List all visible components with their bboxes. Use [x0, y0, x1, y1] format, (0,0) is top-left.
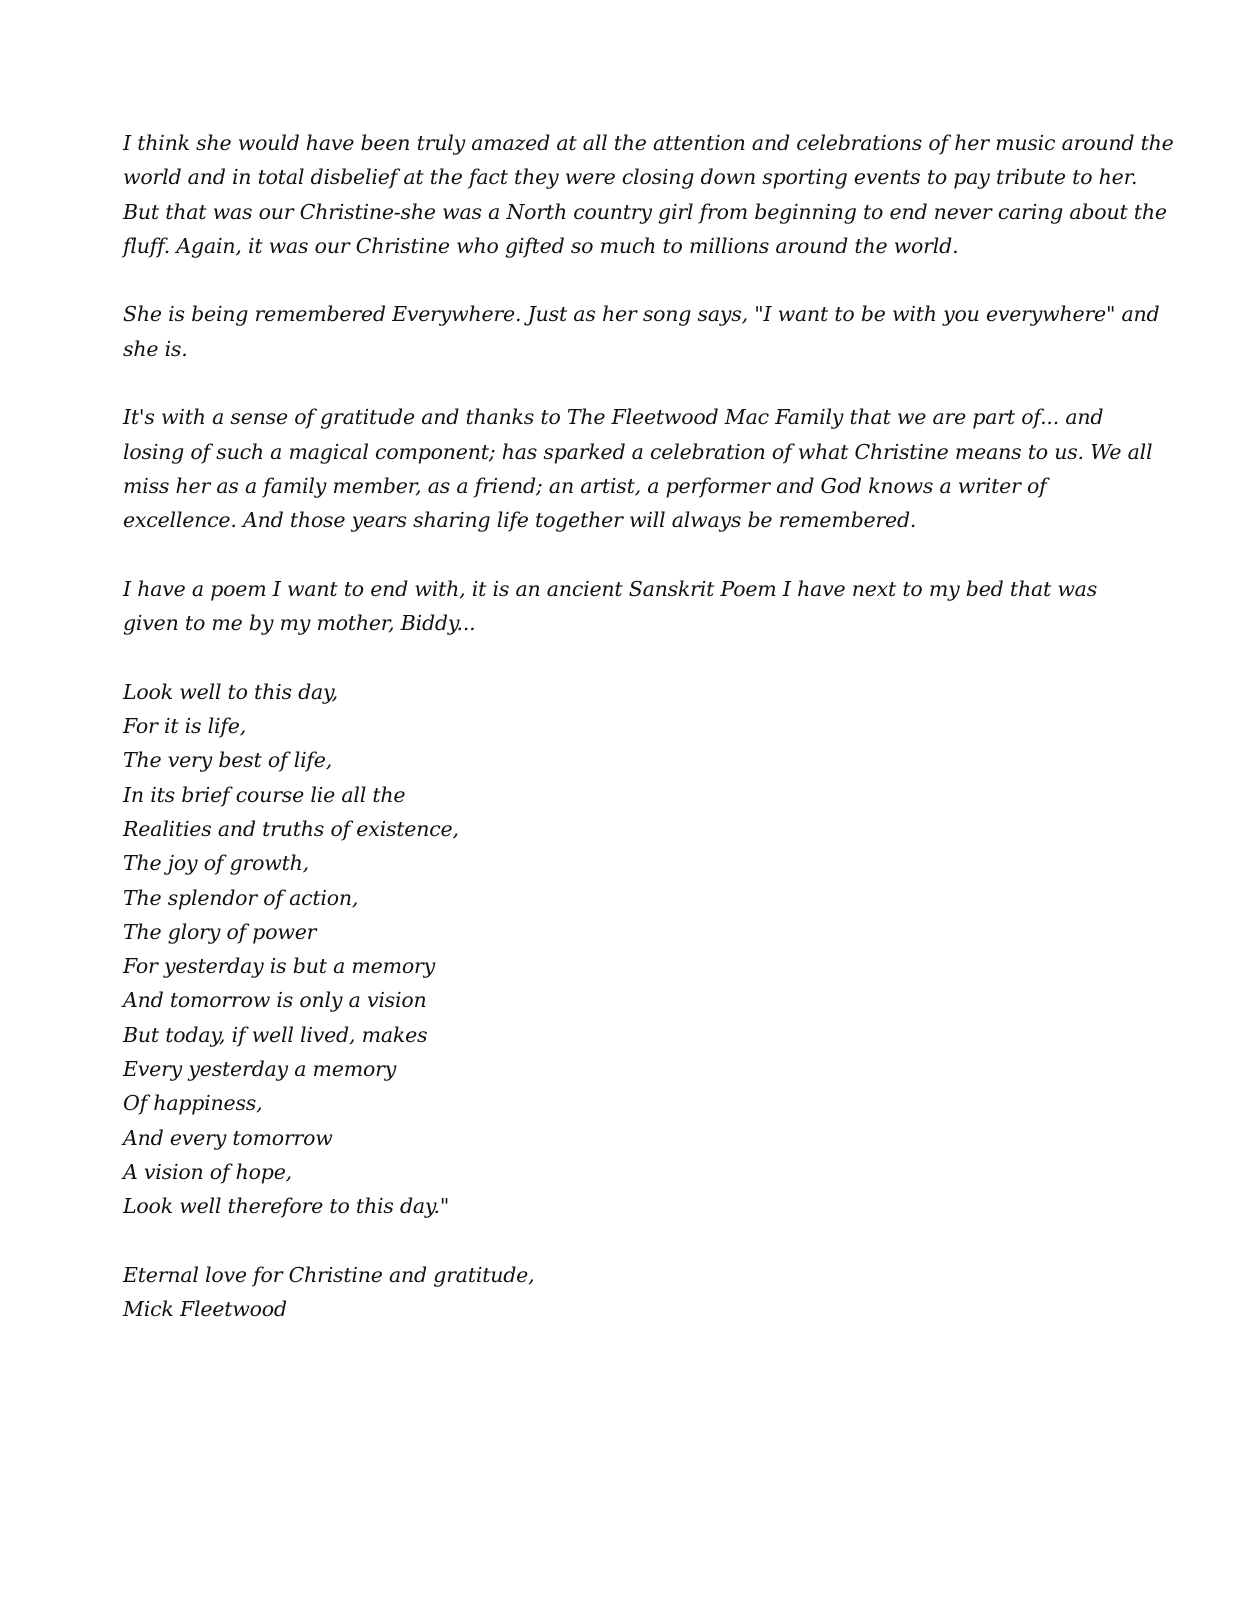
- text-line: It's with a sense of gratitude and thanks to The Fleetwood Mac Family that we are part of... and: [123, 405, 1104, 430]
- poem-line: Of happiness,: [123, 1091, 263, 1116]
- paragraph-remembered: [123, 297, 1160, 366]
- poem-line: And every tomorrow: [123, 1125, 333, 1150]
- text-line: She is being remembered Everywhere. Just as her song says, "I want to be with you everywhere" and: [123, 302, 1160, 327]
- text-line: she is.: [123, 336, 188, 361]
- poem-line: Look well to this day,: [123, 679, 338, 704]
- signature: Mick Fleetwood: [123, 1297, 287, 1322]
- paragraph-poem-intro: [123, 572, 1098, 641]
- poem-line: A vision of hope,: [123, 1159, 292, 1184]
- poem-line: The glory of power: [123, 919, 317, 944]
- letter-closing: [123, 1258, 1083, 1327]
- poem-line: And tomorrow is only a vision: [123, 988, 427, 1013]
- text-line: excellence. And those years sharing life together will always be remembered.: [123, 508, 917, 533]
- poem-line: The joy of growth,: [123, 851, 309, 876]
- text-line: I think she would have been truly amazed at all the attention and celebrations of her music around the: [123, 131, 1174, 155]
- poem-line: Every yesterday a memory: [123, 1057, 397, 1082]
- poem-line: But today, if well lived, makes: [123, 1022, 428, 1047]
- poem-line: The very best of life,: [123, 748, 333, 773]
- poem-line: Realities and truths of existence,: [123, 816, 459, 841]
- text-line: miss her as a family member, as a friend; an artist, a performer and God knows a writer of: [123, 473, 1047, 498]
- closing-salutation: Eternal love for Christine and gratitude,: [123, 1262, 535, 1287]
- paragraph-gratitude: [123, 400, 1153, 537]
- sanskrit-poem: [123, 675, 1083, 1224]
- text-line: world and in total disbelief at the fact they were closing down sporting events to pay tribute to her.: [123, 165, 1138, 190]
- poem-line: In its brief course lie all the: [123, 782, 406, 807]
- paragraph-tribute: [123, 126, 1174, 263]
- poem-line: The splendor of action,: [123, 885, 359, 910]
- text-line: fluff. Again, it was our Christine who gifted so much to millions around the world.: [123, 233, 959, 258]
- text-line: But that was our Christine-she was a North country girl from beginning to end never caring about the: [123, 199, 1167, 224]
- poem-line: For yesterday is but a memory: [123, 954, 435, 979]
- letter-body: [123, 126, 1174, 1326]
- text-line: I have a poem I want to end with, it is an ancient Sanskrit Poem I have next to my bed that was: [123, 576, 1098, 601]
- text-line: given to me by my mother, Biddy...: [123, 611, 476, 636]
- poem-line: For it is life,: [123, 714, 247, 739]
- text-line: losing of such a magical component; has sparked a celebration of what Christine means to us. We all: [123, 439, 1153, 464]
- poem-line: Look well therefore to this day.": [123, 1194, 450, 1219]
